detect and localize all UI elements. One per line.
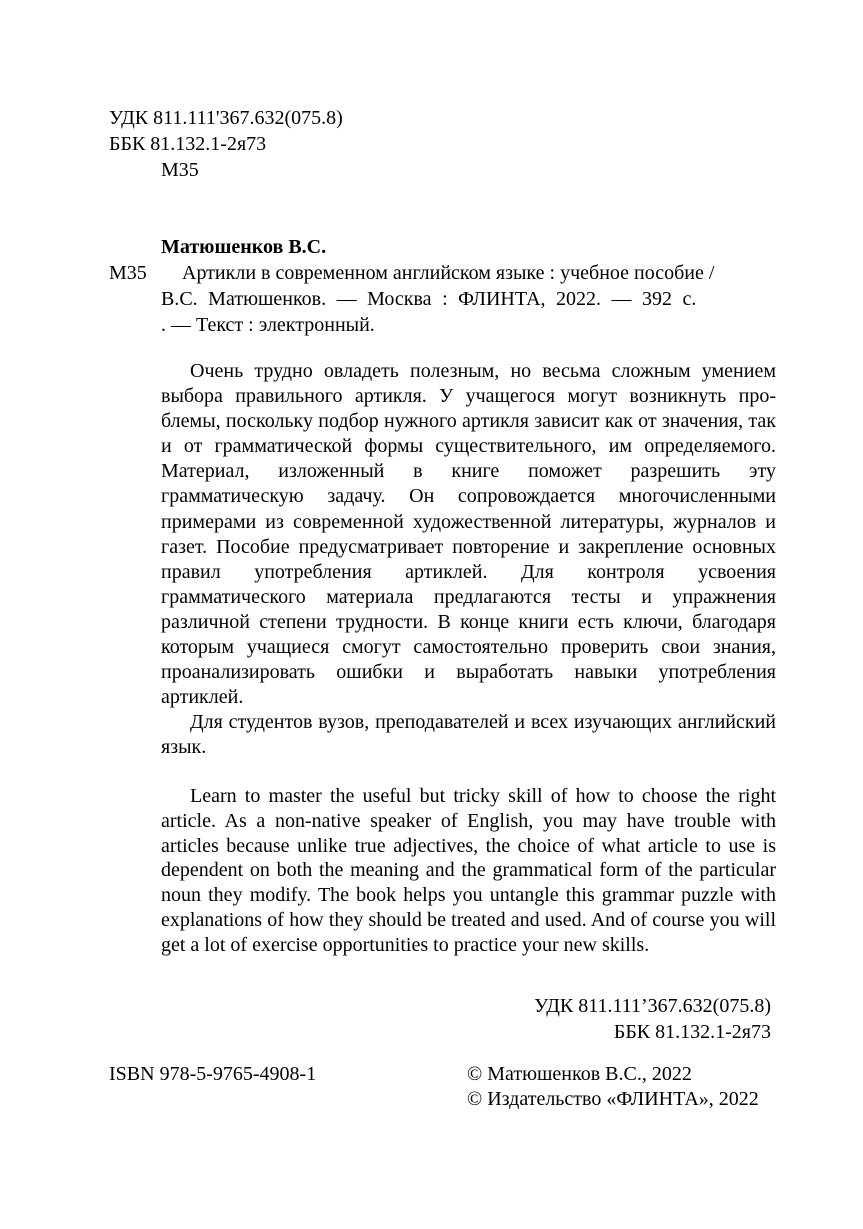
entry-description-line3: . — Текст : электронный. <box>161 314 375 336</box>
abstract-en <box>161 784 776 958</box>
footer-isbn: ISBN 978-5-9765-4908-1 <box>109 1063 317 1085</box>
entry-description-line1: Артикли в современном английском языке : учебное пособие / <box>182 262 715 284</box>
footer-copyright-publisher: © Издательство «ФЛИНТА», 2022 <box>467 1088 759 1110</box>
abstract-ru-paragraph1: Очень трудно овладеть полезным, но весьма сложным умением выбора правильного артикля. У учащегося могут возникнуть проблемы, поскольку подбор нужного артикля зависит как от значения, так и от грамматической формы существительного, им определяемого. Материал, изложенный в книге поможет разрешить эту грамматическую задачу. Он сопровождается многочисленными примерами из современной художественной литературы, журналов и газет. Пособие предусматривает повторение и закрепление основных правил употребления артиклей. Для контроля усвоения грамматического материала предлагаются тесты и упражнения различной степени трудности. В конце книги есть ключи, благодаря которым учащиеся смогут самостоятельно проверить свои знания, проанализировать ошибки и выработать навыки употребления артиклей. <box>161 360 776 709</box>
entry-author: Матюшенков В.С. <box>161 236 327 258</box>
footer-copyright-author: © Матюшенков В.С., 2022 <box>467 1063 692 1085</box>
classification <box>534 994 771 1045</box>
classification-udk: УДК 811.111’367.632(075.8) <box>534 995 771 1017</box>
abstract-en-paragraph1: Learn to master the useful but tricky skill of how to choose the right article. As a non-native speaker of English, you may have trouble with articles because unlike true adjectives, the choice of what article to use is dependent on both the meaning and the grammatical form of the particular noun they modify. The book helps you untangle this grammar puzzle with explanations of how they should be treated and used. And of course you will get a lot of exercise opportunities to practice your new skills. <box>161 785 776 956</box>
entry-code: М35 <box>109 262 147 284</box>
abstract-ru <box>161 359 776 761</box>
header-udk: УДК 811.111'367.632(075.8) <box>109 107 343 129</box>
entry-description-line2: В.С. Матюшенков. — Москва : ФЛИНТА, 2022. — 392 с. <box>161 288 697 310</box>
abstract-ru-paragraph2: Для студентов вузов, преподавателей и всех изучающих английский язык. <box>161 711 776 759</box>
header-bbk: ББК 81.132.1-2я73 <box>109 133 267 155</box>
classification-bbk: ББК 81.132.1-2я73 <box>613 1020 771 1043</box>
header-code: М35 <box>161 159 199 181</box>
